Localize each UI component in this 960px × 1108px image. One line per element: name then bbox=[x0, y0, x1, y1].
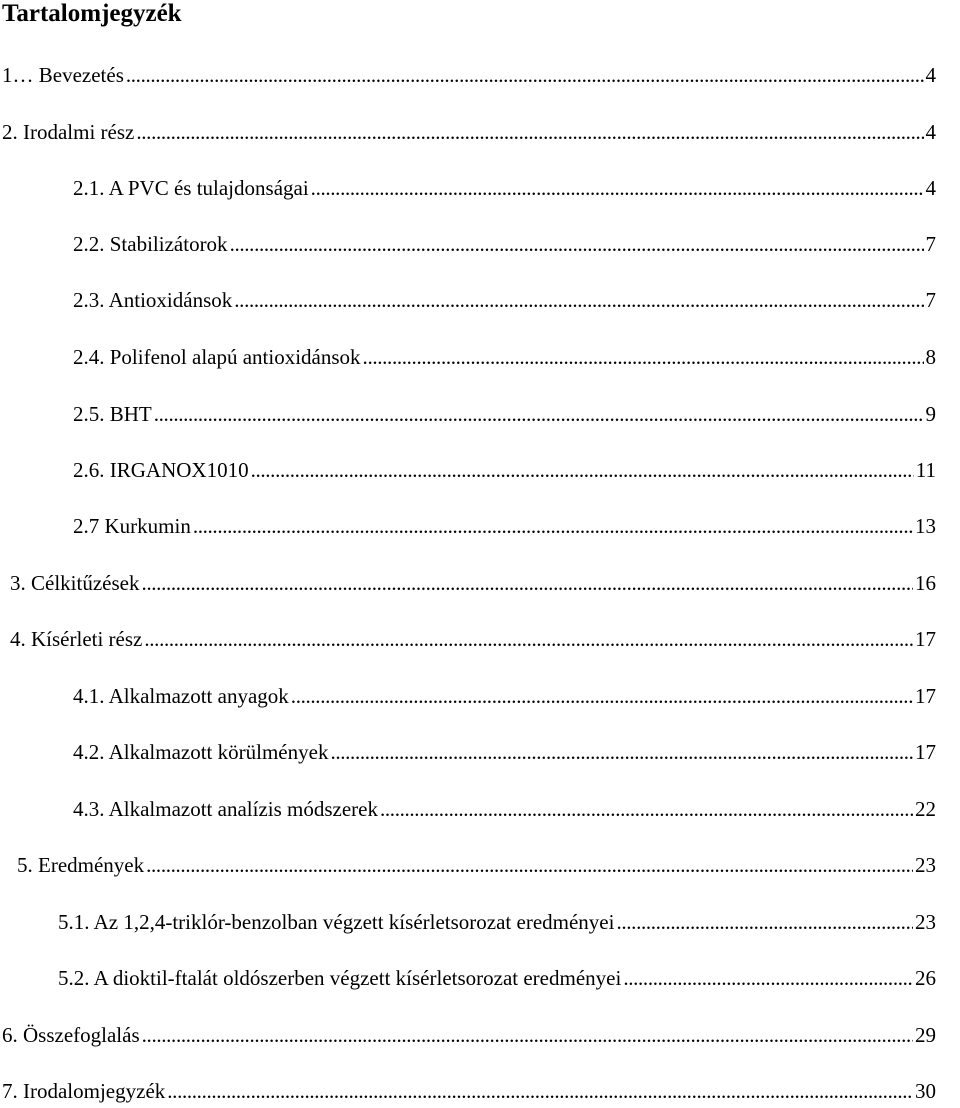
toc-entry-text: 4.1. Alkalmazott anyagok bbox=[73, 684, 289, 708]
dot-leader bbox=[291, 679, 913, 713]
dot-leader bbox=[144, 622, 913, 656]
toc-entry-osszefoglalas[interactable] bbox=[2, 1018, 936, 1052]
toc-entry-bevezetes[interactable] bbox=[2, 58, 936, 92]
toc-entry-kurkumin[interactable] bbox=[73, 509, 936, 543]
dot-leader bbox=[141, 566, 913, 600]
toc-entry-celkituzesek[interactable] bbox=[10, 566, 936, 600]
toc-entry-triklor-benzol[interactable] bbox=[58, 905, 936, 939]
toc-entry-irodalomjegyzek[interactable] bbox=[2, 1074, 936, 1108]
toc-entry-anyagok[interactable] bbox=[73, 679, 936, 713]
toc-page-number: 30 bbox=[915, 1079, 936, 1103]
toc-page-number: 9 bbox=[925, 402, 936, 426]
toc-entry-dioktil-ftalat[interactable] bbox=[58, 961, 936, 995]
toc-entry-pvc[interactable] bbox=[73, 171, 936, 205]
toc-entry-text: 5. Eredmények bbox=[17, 853, 145, 877]
toc-page-number: 11 bbox=[915, 458, 936, 482]
toc-entry-text: 2.7 Kurkumin bbox=[73, 514, 191, 538]
toc-entry-irganox[interactable] bbox=[73, 453, 936, 487]
dot-leader bbox=[330, 735, 913, 769]
toc-entry-text: 2.5. BHT bbox=[73, 402, 152, 426]
toc-page-number: 17 bbox=[915, 740, 936, 764]
dot-leader bbox=[363, 340, 924, 374]
dot-leader bbox=[136, 115, 923, 149]
toc-entry-text: 2. Irodalmi rész bbox=[2, 120, 135, 144]
toc-page-number: 23 bbox=[915, 853, 936, 877]
dot-leader bbox=[154, 397, 924, 431]
dot-leader bbox=[142, 1018, 913, 1052]
toc-page-number: 4 bbox=[925, 176, 936, 200]
dot-leader bbox=[311, 171, 924, 205]
toc-entry-text: 2.1. A PVC és tulajdonságai bbox=[73, 176, 309, 200]
toc-page-number: 22 bbox=[915, 797, 936, 821]
toc-entry-kiserleti-resz[interactable] bbox=[10, 622, 936, 656]
dot-leader bbox=[146, 848, 913, 882]
dot-leader bbox=[234, 283, 923, 317]
toc-entry-text: 4.3. Alkalmazott analízis módszerek bbox=[73, 797, 378, 821]
toc-entry-text: 7. Irodalomjegyzék bbox=[2, 1079, 166, 1103]
toc-page-number: 8 bbox=[925, 345, 936, 369]
toc-page-number: 4 bbox=[925, 120, 936, 144]
dot-leader bbox=[623, 961, 913, 995]
dot-leader bbox=[193, 509, 913, 543]
toc-page-number: 17 bbox=[915, 684, 936, 708]
toc-entry-stabilizatorok[interactable] bbox=[73, 227, 936, 261]
toc-page-number: 16 bbox=[915, 571, 936, 595]
toc-entry-bht[interactable] bbox=[73, 397, 936, 431]
toc-entry-text: 2.3. Antioxidánsok bbox=[73, 288, 233, 312]
toc-entry-text: 6. Összefoglalás bbox=[2, 1023, 140, 1047]
toc-entry-text: 4. Kísérleti rész bbox=[10, 627, 143, 651]
toc-entry-text: 1… Bevezetés bbox=[2, 63, 124, 87]
toc-title: Tartalomjegyzék bbox=[2, 0, 182, 27]
toc-entry-antioxidansok[interactable] bbox=[73, 283, 936, 317]
toc-page-number: 4 bbox=[925, 63, 936, 87]
toc-entry-text: 2.2. Stabilizátorok bbox=[73, 232, 228, 256]
toc-entry-irodalmi-resz[interactable] bbox=[2, 115, 936, 149]
toc-page-number: 7 bbox=[925, 232, 936, 256]
toc-page-number: 13 bbox=[915, 514, 936, 538]
dot-leader bbox=[230, 227, 924, 261]
toc-entry-text: 2.6. IRGANOX1010 bbox=[73, 458, 249, 482]
toc-entry-korulmenyek[interactable] bbox=[73, 735, 936, 769]
dot-leader bbox=[126, 58, 924, 92]
toc-page-number: 7 bbox=[925, 288, 936, 312]
toc-entry-text: 3. Célkitűzések bbox=[10, 571, 140, 595]
toc-entry-text: 5.2. A dioktil-ftalát oldószerben végzett kísérletsorozat eredményei bbox=[58, 966, 622, 990]
toc-page-number: 23 bbox=[915, 910, 936, 934]
toc-page-number: 17 bbox=[915, 627, 936, 651]
toc-entry-analizis[interactable] bbox=[73, 792, 936, 826]
toc-entry-text: 4.2. Alkalmazott körülmények bbox=[73, 740, 329, 764]
dot-leader bbox=[380, 792, 913, 826]
toc-page-number: 26 bbox=[915, 966, 936, 990]
toc-entry-eredmenyek[interactable] bbox=[17, 848, 936, 882]
toc-entry-text: 5.1. Az 1,2,4-triklór-benzolban végzett kísérletsorozat eredményei bbox=[58, 910, 615, 934]
toc-page-number: 29 bbox=[915, 1023, 936, 1047]
dot-leader bbox=[251, 453, 914, 487]
toc-entry-text: 2.4. Polifenol alapú antioxidánsok bbox=[73, 345, 361, 369]
dot-leader bbox=[616, 905, 913, 939]
toc-entry-polifenol[interactable] bbox=[73, 340, 936, 374]
dot-leader bbox=[167, 1074, 913, 1108]
